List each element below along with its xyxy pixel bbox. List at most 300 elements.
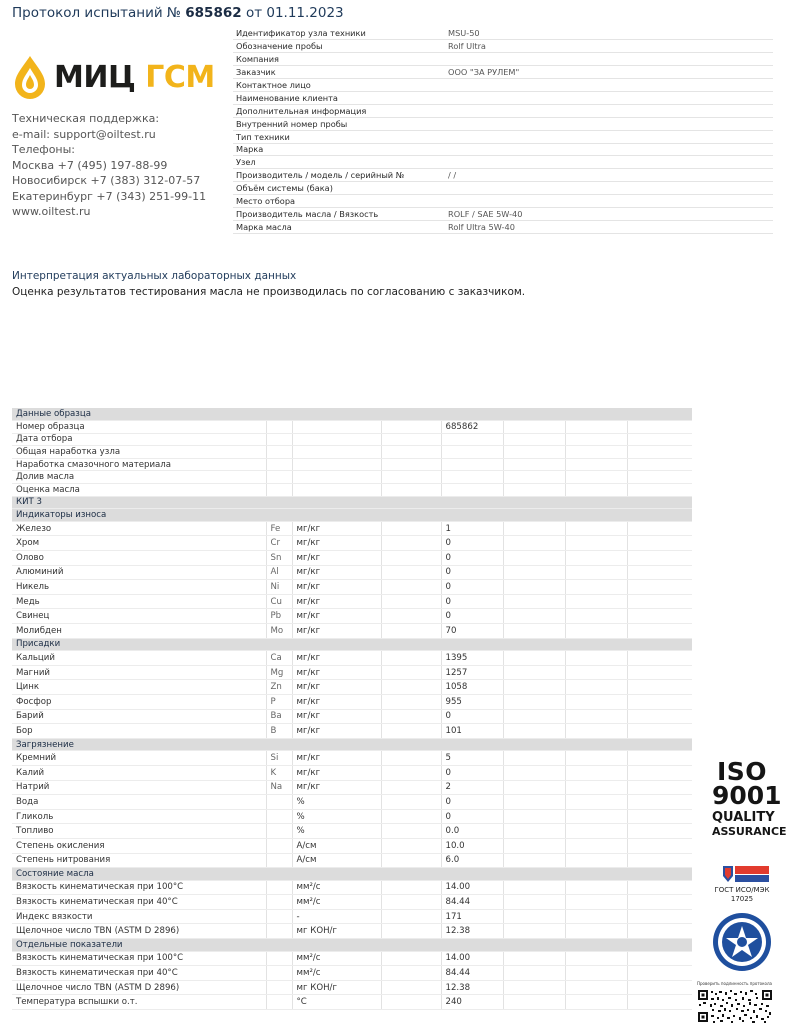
section-pad — [441, 939, 503, 952]
param-empty — [627, 624, 692, 639]
param-spacer — [381, 446, 441, 459]
param-empty — [503, 895, 565, 910]
param-value: 101 — [441, 724, 503, 739]
table-row — [12, 446, 692, 459]
param-empty — [565, 651, 627, 666]
info-label: Дополнительная информация — [233, 104, 445, 117]
info-row — [233, 130, 773, 143]
param-empty — [565, 471, 627, 484]
section-header — [12, 509, 692, 522]
info-row — [233, 40, 773, 53]
info-value: MSU-50 — [445, 27, 773, 40]
param-spacer — [381, 484, 441, 497]
param-spacer — [381, 694, 441, 709]
param-unit: % — [292, 795, 381, 810]
param-unit — [292, 484, 381, 497]
param-value — [441, 484, 503, 497]
param-unit: мг/кг — [292, 765, 381, 780]
param-name: Натрий — [12, 780, 266, 795]
info-value — [445, 104, 773, 117]
param-empty — [565, 880, 627, 895]
param-empty — [627, 680, 692, 695]
section-title: Данные образца — [12, 408, 266, 421]
param-empty — [627, 765, 692, 780]
param-empty — [627, 651, 692, 666]
param-name: Щелочное число TBN (ASTM D 2896) — [12, 924, 266, 939]
table-row — [12, 694, 692, 709]
param-symbol — [266, 446, 292, 459]
table-row — [12, 421, 692, 434]
param-name: Топливо — [12, 824, 266, 839]
param-spacer — [381, 995, 441, 1010]
param-empty — [627, 838, 692, 853]
param-name: Вязкость кинематическая при 100°С — [12, 880, 266, 895]
info-label: Производитель масла / Вязкость — [233, 207, 445, 220]
param-empty — [627, 824, 692, 839]
param-unit — [292, 446, 381, 459]
param-symbol — [266, 924, 292, 939]
param-empty — [627, 995, 692, 1010]
param-empty — [503, 966, 565, 981]
param-empty — [627, 853, 692, 868]
param-empty — [565, 709, 627, 724]
table-row — [12, 521, 692, 536]
param-unit: мг/кг — [292, 609, 381, 624]
param-unit: мг/кг — [292, 665, 381, 680]
param-symbol — [266, 433, 292, 446]
param-unit: % — [292, 824, 381, 839]
param-empty — [565, 838, 627, 853]
section-pad — [565, 408, 627, 421]
section-pad — [292, 509, 381, 522]
param-value: 0 — [441, 809, 503, 824]
section-pad — [503, 939, 565, 952]
section-pad — [441, 496, 503, 509]
info-value — [445, 182, 773, 195]
table-row — [12, 853, 692, 868]
param-value: 0 — [441, 594, 503, 609]
param-spacer — [381, 809, 441, 824]
param-empty — [627, 458, 692, 471]
lab-results-table — [12, 408, 692, 1010]
param-symbol: Cu — [266, 594, 292, 609]
param-name: Наработка смазочного материала — [12, 458, 266, 471]
param-empty — [627, 594, 692, 609]
param-name: Дата отбора — [12, 433, 266, 446]
param-name: Фосфор — [12, 694, 266, 709]
param-symbol — [266, 909, 292, 924]
table-row — [12, 551, 692, 566]
param-symbol: P — [266, 694, 292, 709]
param-value: 0 — [441, 795, 503, 810]
section-title: Индикаторы износа — [12, 509, 266, 522]
section-pad — [565, 509, 627, 522]
param-unit: мм²/с — [292, 951, 381, 966]
param-value: 14.00 — [441, 880, 503, 895]
section-pad — [441, 408, 503, 421]
section-pad — [503, 496, 565, 509]
param-empty — [503, 980, 565, 995]
contact-line: Новосибирск +7 (383) 312-07-57 — [12, 174, 201, 187]
param-name: Вязкость кинематическая при 40°С — [12, 895, 266, 910]
param-spacer — [381, 780, 441, 795]
section-header — [12, 868, 692, 881]
param-name: Медь — [12, 594, 266, 609]
param-name: Алюминий — [12, 565, 266, 580]
param-unit: мг/кг — [292, 536, 381, 551]
param-value: 0 — [441, 536, 503, 551]
param-name: Олово — [12, 551, 266, 566]
param-spacer — [381, 838, 441, 853]
param-empty — [565, 765, 627, 780]
section-pad — [627, 638, 692, 651]
protocol-date: от 01.11.2023 — [245, 5, 344, 21]
table-row — [12, 966, 692, 981]
param-unit: мг/кг — [292, 551, 381, 566]
param-symbol — [266, 995, 292, 1010]
info-label: Заказчик — [233, 66, 445, 79]
param-empty — [503, 951, 565, 966]
protocol-number: 685862 — [185, 5, 242, 21]
info-label: Объём системы (бака) — [233, 182, 445, 195]
param-empty — [565, 594, 627, 609]
param-empty — [565, 551, 627, 566]
param-symbol: Mo — [266, 624, 292, 639]
param-name: Кальций — [12, 651, 266, 666]
section-title: КИТ 3 — [12, 496, 266, 509]
section-pad — [292, 408, 381, 421]
protocol-title-prefix: Протокол испытаний № — [12, 5, 181, 21]
info-value: Rolf Ultra 5W-40 — [445, 220, 773, 233]
param-value: 0 — [441, 580, 503, 595]
param-unit: °С — [292, 995, 381, 1010]
param-symbol — [266, 484, 292, 497]
iso-quality: QUALITY — [712, 810, 775, 825]
info-row — [233, 220, 773, 233]
param-value: 1395 — [441, 651, 503, 666]
param-name: Индекс вязкости — [12, 909, 266, 924]
section-pad — [266, 509, 292, 522]
section-pad — [381, 638, 441, 651]
param-value: 0 — [441, 709, 503, 724]
param-empty — [565, 980, 627, 995]
param-symbol — [266, 471, 292, 484]
param-symbol — [266, 838, 292, 853]
param-unit: мг КОН/г — [292, 924, 381, 939]
qr-code-icon[interactable] — [698, 990, 773, 1024]
param-empty — [503, 924, 565, 939]
param-spacer — [381, 580, 441, 595]
param-spacer — [381, 980, 441, 995]
param-symbol: Pb — [266, 609, 292, 624]
param-empty — [627, 433, 692, 446]
param-symbol: Sn — [266, 551, 292, 566]
table-row — [12, 951, 692, 966]
section-title: Состояние масла — [12, 868, 266, 881]
param-empty — [503, 421, 565, 434]
param-empty — [565, 521, 627, 536]
param-value: 1257 — [441, 665, 503, 680]
param-empty — [565, 895, 627, 910]
param-empty — [627, 924, 692, 939]
param-empty — [627, 565, 692, 580]
param-symbol — [266, 880, 292, 895]
info-value — [445, 130, 773, 143]
param-symbol — [266, 809, 292, 824]
param-empty — [627, 609, 692, 624]
logo-word-gsm: ГСМ — [145, 60, 215, 95]
param-unit: мг/кг — [292, 565, 381, 580]
param-symbol: K — [266, 765, 292, 780]
param-symbol — [266, 795, 292, 810]
param-symbol — [266, 458, 292, 471]
section-pad — [381, 509, 441, 522]
table-row — [12, 624, 692, 639]
param-empty — [565, 809, 627, 824]
info-label: Тип техники — [233, 130, 445, 143]
section-pad — [565, 939, 627, 952]
param-name: Номер образца — [12, 421, 266, 434]
param-value: 14.00 — [441, 951, 503, 966]
param-name: Оценка масла — [12, 484, 266, 497]
param-symbol: Fe — [266, 521, 292, 536]
section-pad — [266, 408, 292, 421]
table-row — [12, 909, 692, 924]
param-empty — [503, 909, 565, 924]
table-row — [12, 709, 692, 724]
info-label: Наименование клиента — [233, 91, 445, 104]
table-row — [12, 995, 692, 1010]
info-label: Идентификатор узла техники — [233, 27, 445, 40]
info-value: / / — [445, 169, 773, 182]
param-empty — [565, 484, 627, 497]
info-label: Марка — [233, 143, 445, 156]
param-value: 0 — [441, 609, 503, 624]
section-pad — [292, 738, 381, 751]
param-value: 240 — [441, 995, 503, 1010]
param-name: Общая наработка узла — [12, 446, 266, 459]
info-label: Обозначение пробы — [233, 40, 445, 53]
param-empty — [503, 624, 565, 639]
section-header — [12, 408, 692, 421]
param-empty — [627, 446, 692, 459]
param-symbol — [266, 824, 292, 839]
section-title: Загрязнение — [12, 738, 266, 751]
info-value — [445, 91, 773, 104]
param-empty — [565, 536, 627, 551]
table-row — [12, 824, 692, 839]
section-pad — [381, 496, 441, 509]
qr-caption: Проверить подлинность протокола — [697, 981, 772, 986]
section-pad — [627, 496, 692, 509]
section-pad — [266, 939, 292, 952]
info-row — [233, 195, 773, 208]
section-title: Отдельные показатели — [12, 939, 266, 952]
param-unit: мг/кг — [292, 521, 381, 536]
param-empty — [503, 446, 565, 459]
param-value — [441, 446, 503, 459]
table-row — [12, 895, 692, 910]
param-empty — [565, 795, 627, 810]
param-spacer — [381, 651, 441, 666]
param-empty — [503, 433, 565, 446]
info-value: ООО "ЗА РУЛЕМ" — [445, 66, 773, 79]
info-value — [445, 195, 773, 208]
param-unit: мм²/с — [292, 880, 381, 895]
param-name: Вязкость кинематическая при 40°С — [12, 966, 266, 981]
accreditation-seal-icon — [712, 912, 772, 972]
param-name: Долив масла — [12, 471, 266, 484]
param-empty — [565, 624, 627, 639]
param-symbol: Ca — [266, 651, 292, 666]
section-pad — [292, 868, 381, 881]
param-unit: мм²/с — [292, 895, 381, 910]
param-empty — [503, 536, 565, 551]
param-empty — [627, 580, 692, 595]
param-spacer — [381, 680, 441, 695]
section-header — [12, 638, 692, 651]
section-pad — [381, 738, 441, 751]
param-empty — [627, 536, 692, 551]
section-pad — [266, 638, 292, 651]
param-spacer — [381, 551, 441, 566]
table-row — [12, 458, 692, 471]
param-value: 84.44 — [441, 966, 503, 981]
param-symbol — [266, 951, 292, 966]
interpretation-text: Оценка результатов тестирования масла не производилась по согласованию с заказчиком. — [12, 286, 526, 298]
info-row — [233, 53, 773, 66]
contact-line: Техническая поддержка: — [12, 112, 160, 125]
table-row — [12, 680, 692, 695]
section-pad — [381, 939, 441, 952]
param-name: Вязкость кинематическая при 100°С — [12, 951, 266, 966]
param-unit: мм²/с — [292, 966, 381, 981]
param-empty — [503, 551, 565, 566]
param-name: Вода — [12, 795, 266, 810]
section-pad — [441, 738, 503, 751]
table-row — [12, 433, 692, 446]
info-label: Внутренний номер пробы — [233, 117, 445, 130]
param-symbol — [266, 421, 292, 434]
section-header — [12, 738, 692, 751]
table-row — [12, 536, 692, 551]
param-unit — [292, 433, 381, 446]
flame-drop-icon — [12, 54, 48, 100]
param-empty — [503, 471, 565, 484]
param-empty — [627, 809, 692, 824]
contact-line: e-mail: support@oiltest.ru — [12, 127, 156, 141]
section-pad — [266, 738, 292, 751]
param-unit — [292, 471, 381, 484]
param-spacer — [381, 536, 441, 551]
param-value: 10.0 — [441, 838, 503, 853]
info-row — [233, 104, 773, 117]
param-empty — [503, 724, 565, 739]
param-name: Кремний — [12, 751, 266, 766]
table-row — [12, 580, 692, 595]
param-empty — [503, 995, 565, 1010]
param-name: Железо — [12, 521, 266, 536]
param-name: Гликоль — [12, 809, 266, 824]
section-pad — [266, 868, 292, 881]
info-row — [233, 143, 773, 156]
section-pad — [627, 738, 692, 751]
contacts-block — [12, 111, 206, 220]
iso-label: ISO — [716, 757, 768, 786]
param-spacer — [381, 433, 441, 446]
table-row — [12, 924, 692, 939]
table-row — [12, 471, 692, 484]
param-empty — [503, 651, 565, 666]
param-unit: мг/кг — [292, 694, 381, 709]
param-value: 0 — [441, 765, 503, 780]
param-value: 12.38 — [441, 980, 503, 995]
info-label: Узел — [233, 156, 445, 169]
param-empty — [503, 458, 565, 471]
contact-line: www.oiltest.ru — [12, 205, 91, 218]
param-spacer — [381, 880, 441, 895]
param-empty — [565, 565, 627, 580]
ros-expertiza-icon — [711, 864, 773, 886]
param-empty — [627, 909, 692, 924]
table-row — [12, 880, 692, 895]
param-symbol: Ba — [266, 709, 292, 724]
param-empty — [627, 895, 692, 910]
param-empty — [627, 780, 692, 795]
param-empty — [503, 609, 565, 624]
section-pad — [627, 509, 692, 522]
param-empty — [565, 724, 627, 739]
param-value: 0.0 — [441, 824, 503, 839]
contact-line: Телефоны: — [12, 143, 76, 156]
param-spacer — [381, 853, 441, 868]
param-empty — [565, 951, 627, 966]
param-name: Степень окисления — [12, 838, 266, 853]
param-spacer — [381, 895, 441, 910]
param-unit — [292, 421, 381, 434]
param-empty — [627, 709, 692, 724]
table-row — [12, 594, 692, 609]
param-unit: мг/кг — [292, 751, 381, 766]
param-empty — [503, 709, 565, 724]
param-empty — [627, 966, 692, 981]
section-pad — [565, 496, 627, 509]
param-unit: мг/кг — [292, 724, 381, 739]
param-empty — [627, 665, 692, 680]
param-symbol: B — [266, 724, 292, 739]
table-row — [12, 765, 692, 780]
param-empty — [565, 680, 627, 695]
param-empty — [503, 853, 565, 868]
section-header — [12, 496, 692, 509]
param-symbol: Mg — [266, 665, 292, 680]
param-value: 12.38 — [441, 924, 503, 939]
info-label: Марка масла — [233, 220, 445, 233]
param-value: 685862 — [441, 421, 503, 434]
param-empty — [565, 433, 627, 446]
param-symbol: Zn — [266, 680, 292, 695]
param-value: 0 — [441, 551, 503, 566]
param-empty — [503, 838, 565, 853]
param-empty — [627, 551, 692, 566]
param-spacer — [381, 724, 441, 739]
param-empty — [565, 853, 627, 868]
param-value — [441, 433, 503, 446]
param-unit: А/см — [292, 853, 381, 868]
section-pad — [292, 939, 381, 952]
param-value: 0 — [441, 565, 503, 580]
param-value: 70 — [441, 624, 503, 639]
